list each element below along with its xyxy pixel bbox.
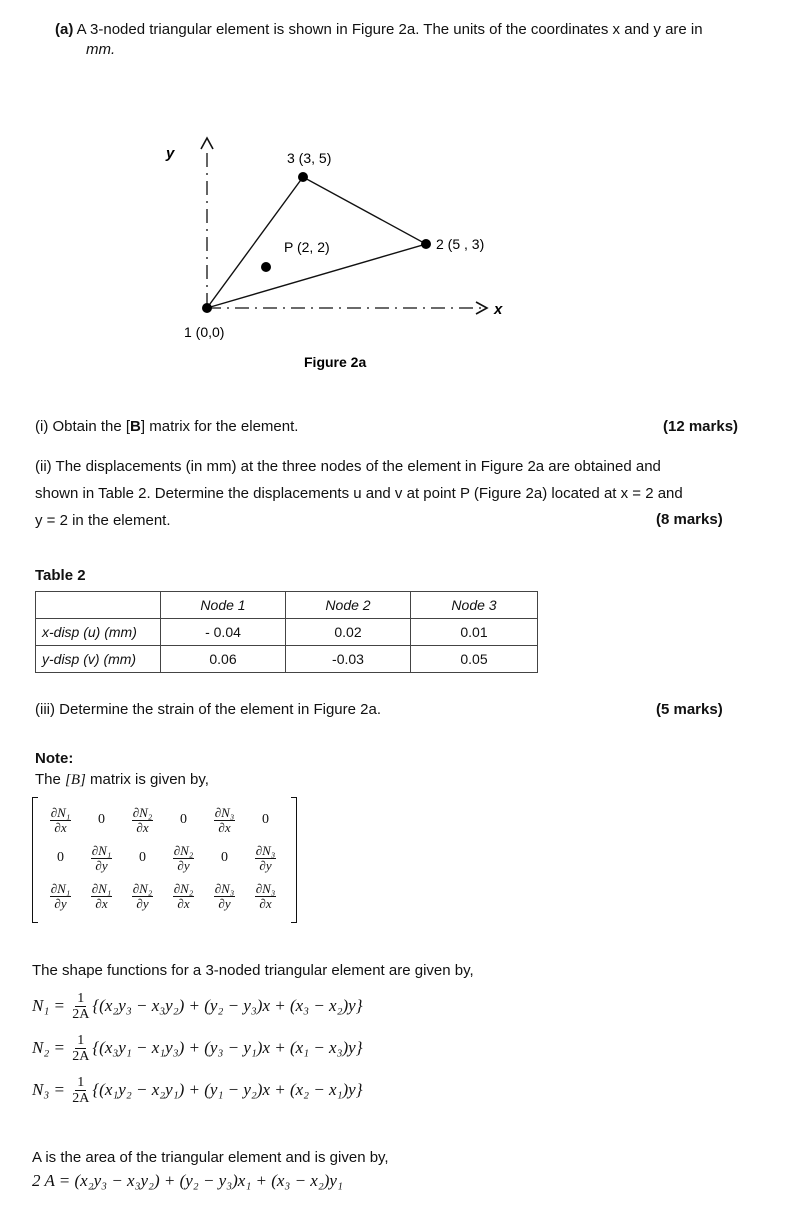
y-axis-label: y [166, 145, 175, 162]
frac-numerator: 1 [77, 1074, 85, 1090]
derivative-numerator: ∂N₂ [173, 842, 194, 858]
b-matrix [32, 797, 297, 921]
shape-function-n1 [32, 988, 363, 1024]
x-axis-label: x [494, 301, 503, 318]
n2-rhs: {(x₃y₁ − x₁y₃) + (y₃ − y₁)x + (x₁ − x₃)y} [92, 1038, 363, 1057]
derivative-numerator: ∂N₁ [50, 880, 71, 896]
partial-derivative [214, 882, 236, 911]
derivative-denominator: ∂x [136, 819, 149, 835]
table2 [35, 591, 538, 673]
derivative-denominator: ∂x [218, 819, 231, 835]
partial-derivative [132, 882, 154, 911]
figure-caption: Figure 2a [304, 354, 367, 370]
b-matrix-entry [40, 839, 81, 877]
derivative-denominator: ∂x [177, 895, 190, 911]
b-matrix-entry [40, 801, 81, 839]
node-1-label: 1 (0,0) [184, 324, 225, 340]
x-axis-arrow-icon [476, 302, 487, 314]
matrix-zero: 0 [139, 850, 146, 865]
frac-numerator: 1 [77, 1032, 85, 1048]
matrix-zero: 0 [221, 850, 228, 865]
n2-fraction [72, 1033, 89, 1064]
partial-derivative [50, 806, 72, 835]
frac-numerator: 1 [77, 990, 85, 1006]
b-matrix-entry [122, 839, 163, 877]
b-matrix-entry [204, 839, 245, 877]
part-ii-line3: y = 2 in the element. [35, 512, 171, 529]
part-a-text: A 3-noded triangular element is shown in Figure 2a. The units of the coordinates x and y are in [73, 21, 703, 38]
b-matrix-entry [163, 801, 204, 839]
b-matrix-entry [81, 839, 122, 877]
derivative-denominator: ∂y [95, 857, 108, 873]
part-i-text [35, 416, 298, 437]
b-matrix-entry [122, 877, 163, 915]
n1-fraction [72, 991, 89, 1022]
derivative-denominator: ∂x [95, 895, 108, 911]
table-cell: 0.05 [411, 646, 538, 673]
part-i-b: B [130, 418, 141, 435]
area-intro: A is the area of the triangular element and is given by, [32, 1149, 389, 1166]
derivative-numerator: ∂N₃ [214, 880, 235, 896]
b-matrix-grid [40, 801, 286, 915]
point-p-label: P (2, 2) [284, 239, 330, 255]
table-cell: 0.02 [286, 619, 411, 646]
y-axis-arrow-icon [201, 138, 213, 149]
question-a-line1 [55, 19, 775, 40]
n3-fraction [72, 1075, 89, 1106]
partial-derivative [91, 844, 113, 873]
b-matrix-entry [40, 877, 81, 915]
question-a-line2: mm. [86, 41, 116, 58]
matrix-zero: 0 [98, 812, 105, 827]
table-header-cell [36, 592, 161, 619]
derivative-numerator: ∂N₃ [255, 880, 276, 896]
point-p-dot [261, 262, 271, 272]
partial-derivative [173, 882, 195, 911]
note-heading: Note: [35, 750, 74, 767]
part-i-before: (i) Obtain the [ [35, 418, 131, 435]
table-header-row [36, 592, 538, 619]
frac-denominator: 2A [72, 1090, 90, 1106]
b-matrix-entry [163, 839, 204, 877]
matrix-zero: 0 [180, 812, 187, 827]
part-iii-marks: (5 marks) [656, 701, 723, 718]
derivative-denominator: ∂y [177, 857, 190, 873]
matrix-right-bracket [291, 797, 297, 923]
partial-derivative [91, 882, 113, 911]
derivative-numerator: ∂N₂ [173, 880, 194, 896]
b-intro-before: The [35, 771, 66, 788]
part-ii-line1: (ii) The displacements (in mm) at the three nodes of the element in Figure 2a are obtained and [35, 458, 661, 475]
part-a-label: (a) [55, 21, 74, 38]
table-cell: 0.01 [411, 619, 538, 646]
b-matrix-symbol: [B] [65, 772, 86, 788]
n3-rhs: {(x₁y₂ − x₂y₁) + (y₁ − y₂)x + (x₂ − x₁)y} [92, 1080, 363, 1099]
partial-derivative [255, 844, 277, 873]
part-i-after: ] matrix for the element. [140, 418, 299, 435]
partial-derivative [214, 806, 236, 835]
node-2-dot [421, 239, 431, 249]
n1-rhs: {(x₂y₃ − x₃y₂) + (y₂ − y₃)x + (x₃ − x₂)y} [92, 996, 363, 1015]
table-cell: 0.06 [161, 646, 286, 673]
part-i-marks: (12 marks) [663, 418, 739, 435]
partial-derivative [173, 844, 195, 873]
part-ii-text [35, 453, 683, 534]
b-matrix-entry [81, 801, 122, 839]
derivative-numerator: ∂N₃ [214, 804, 235, 820]
matrix-zero: 0 [262, 812, 269, 827]
derivative-numerator: ∂N₁ [91, 842, 112, 858]
partial-derivative [50, 882, 72, 911]
n2-lhs: N₂ = [32, 1038, 70, 1057]
frac-denominator: 2A [72, 1048, 90, 1064]
derivative-denominator: ∂x [259, 895, 272, 911]
table-row-label: x-disp (u) (mm) [36, 619, 161, 646]
b-matrix-entry [81, 877, 122, 915]
node-3-label: 3 (3, 5) [287, 150, 332, 166]
table-header-cell: Node 3 [411, 592, 538, 619]
shape-function-n2 [32, 1030, 363, 1066]
frac-denominator: 2A [72, 1006, 90, 1022]
shape-intro: The shape functions for a 3-noded triangular element are given by, [32, 962, 474, 979]
derivative-denominator: ∂y [54, 895, 67, 911]
table-row [36, 619, 538, 646]
derivative-denominator: ∂x [54, 819, 67, 835]
b-matrix-entry [204, 877, 245, 915]
b-intro-after: matrix is given by, [85, 771, 209, 788]
shape-function-n3 [32, 1072, 363, 1108]
derivative-numerator: ∂N₃ [255, 842, 276, 858]
table-row-label: y-disp (v) (mm) [36, 646, 161, 673]
b-matrix-entry [245, 877, 286, 915]
table-header-cell: Node 2 [286, 592, 411, 619]
area-formula: 2 A = (x₂y₃ − x₃y₂) + (y₂ − y₃)x₁ + (x₃ − x₂)y₁ [32, 1171, 343, 1190]
derivative-denominator: ∂y [259, 857, 272, 873]
n1-lhs: N₁ = [32, 996, 70, 1015]
derivative-numerator: ∂N₂ [132, 880, 153, 896]
table-cell: - 0.04 [161, 619, 286, 646]
table2-title: Table 2 [35, 567, 86, 584]
derivative-numerator: ∂N₂ [132, 804, 153, 820]
derivative-denominator: ∂y [136, 895, 149, 911]
part-iii-text: (iii) Determine the strain of the element in Figure 2a. [35, 701, 381, 718]
b-matrix-entry [204, 801, 245, 839]
partial-derivative [132, 806, 154, 835]
matrix-zero: 0 [57, 850, 64, 865]
part-ii-marks: (8 marks) [656, 511, 723, 528]
matrix-left-bracket [32, 797, 38, 923]
figure-2a [150, 125, 530, 385]
part-ii-line2: shown in Table 2. Determine the displacements u and v at point P (Figure 2a) located at x = 2 and [35, 485, 683, 502]
derivative-numerator: ∂N₁ [91, 880, 112, 896]
table-row [36, 646, 538, 673]
b-matrix-entry [163, 877, 204, 915]
table-cell: -0.03 [286, 646, 411, 673]
derivative-numerator: ∂N₁ [50, 804, 71, 820]
node-1-dot [202, 303, 212, 313]
b-matrix-entry [122, 801, 163, 839]
table-header-cell: Node 1 [161, 592, 286, 619]
node-2-label: 2 (5 , 3) [436, 236, 485, 252]
partial-derivative [255, 882, 277, 911]
b-matrix-entry [245, 839, 286, 877]
b-matrix-entry [245, 801, 286, 839]
b-matrix-intro [35, 769, 209, 791]
derivative-denominator: ∂y [218, 895, 231, 911]
node-3-dot [298, 172, 308, 182]
n3-lhs: N₃ = [32, 1080, 70, 1099]
